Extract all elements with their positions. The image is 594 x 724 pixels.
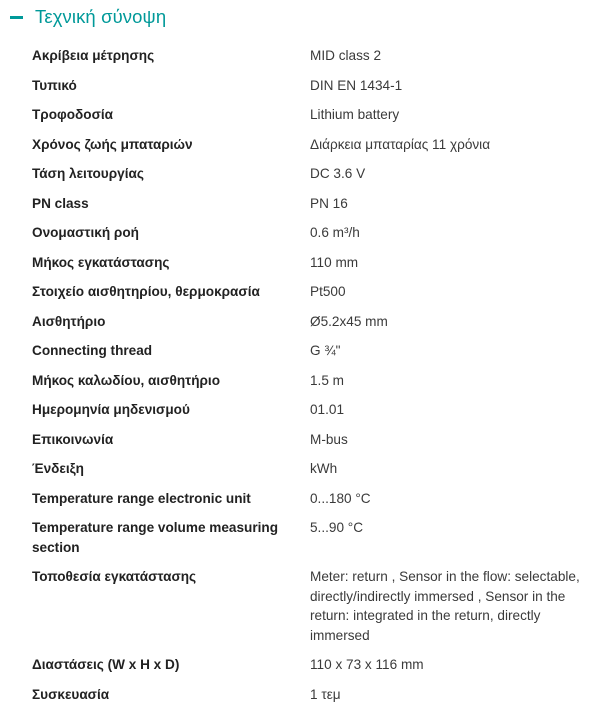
spec-label: Στοιχείο αισθητηρίου, θερμοκρασία: [32, 284, 260, 299]
table-row: [0, 680, 594, 710]
spec-label: Μήκος καλωδίου, αισθητήριο: [32, 372, 221, 388]
spec-value: Διάρκεια μπαταρίας 11 χρόνια: [310, 136, 491, 152]
spec-value: 110 mm: [310, 254, 359, 270]
section-header-technical-summary[interactable]: [10, 6, 166, 28]
minus-icon[interactable]: [10, 16, 23, 19]
spec-label: Ημερομηνία μηδενισμού: [32, 402, 190, 417]
table-row: [0, 650, 594, 680]
spec-label: Χρόνος ζωής μπαταριών: [32, 136, 193, 152]
table-row: [0, 513, 594, 562]
spec-label: Συσκευασία: [32, 686, 110, 702]
spec-value: 110 x 73 x 116 mm: [310, 657, 424, 672]
table-row: [0, 562, 594, 650]
spec-label: Τοποθεσία εγκατάστασης: [32, 569, 197, 584]
table-row: [0, 484, 594, 514]
spec-label: Επικοινωνία: [32, 431, 114, 447]
table-row: [0, 395, 594, 425]
spec-value: DC 3.6 V: [310, 166, 366, 181]
spec-label: Ακρίβεια μέτρησης: [32, 48, 155, 63]
spec-value: 5...90 °C: [310, 520, 364, 535]
spec-value: MID class 2: [310, 48, 382, 63]
spec-value: Ø5.2x45 mm: [310, 313, 388, 329]
table-row: [0, 41, 594, 71]
spec-label: Connecting thread: [32, 343, 153, 358]
spec-label: Temperature range volume measuring section: [32, 520, 279, 555]
spec-value: DIN EN 1434-1: [310, 77, 403, 93]
spec-value: 1.5 m: [310, 372, 344, 388]
section-title: Τεχνική σύνοψη: [35, 6, 167, 27]
spec-label: Ένδειξη: [32, 461, 84, 476]
table-row: [0, 189, 594, 219]
spec-value: Meter: return , Sensor in the flow: selectable, directly/indirectly immersed , Sensor in the return: integrated in the return, directly immersed: [310, 569, 580, 643]
spec-value: 0...180 °C: [310, 490, 371, 506]
spec-label: Διαστάσεις (W x H x D): [32, 657, 180, 672]
spec-value: 1 τεμ: [310, 686, 341, 702]
spec-label: Temperature range electronic unit: [32, 490, 251, 506]
spec-value: kWh: [310, 461, 338, 476]
spec-value: 0.6 m³/h: [310, 225, 360, 240]
spec-value: PN 16: [310, 195, 348, 211]
table-row: [0, 366, 594, 396]
spec-value: G ¾": [310, 343, 341, 358]
table-row: [0, 307, 594, 337]
table-row: [0, 218, 594, 248]
spec-label: PN class: [32, 195, 89, 211]
spec-label: Τυπικό: [32, 77, 77, 93]
table-row: [0, 277, 594, 307]
table-row: [0, 454, 594, 484]
spec-value: M-bus: [310, 431, 348, 447]
spec-label: Τάση λειτουργίας: [32, 166, 144, 181]
table-row: [0, 71, 594, 101]
table-row: [0, 100, 594, 130]
spec-label: Ονομαστική ροή: [32, 225, 139, 240]
spec-label: Μήκος εγκατάστασης: [32, 254, 170, 270]
table-row: [0, 425, 594, 455]
specs-table: [0, 41, 594, 709]
spec-label: Τροφοδοσία: [32, 107, 114, 122]
spec-value: 01.01: [310, 402, 345, 417]
spec-value: Pt500: [310, 284, 346, 299]
spec-value: Lithium battery: [310, 107, 400, 122]
table-row: [0, 159, 594, 189]
table-row: [0, 336, 594, 366]
table-row: [0, 248, 594, 278]
spec-label: Αισθητήριο: [32, 313, 106, 329]
table-row: [0, 130, 594, 160]
